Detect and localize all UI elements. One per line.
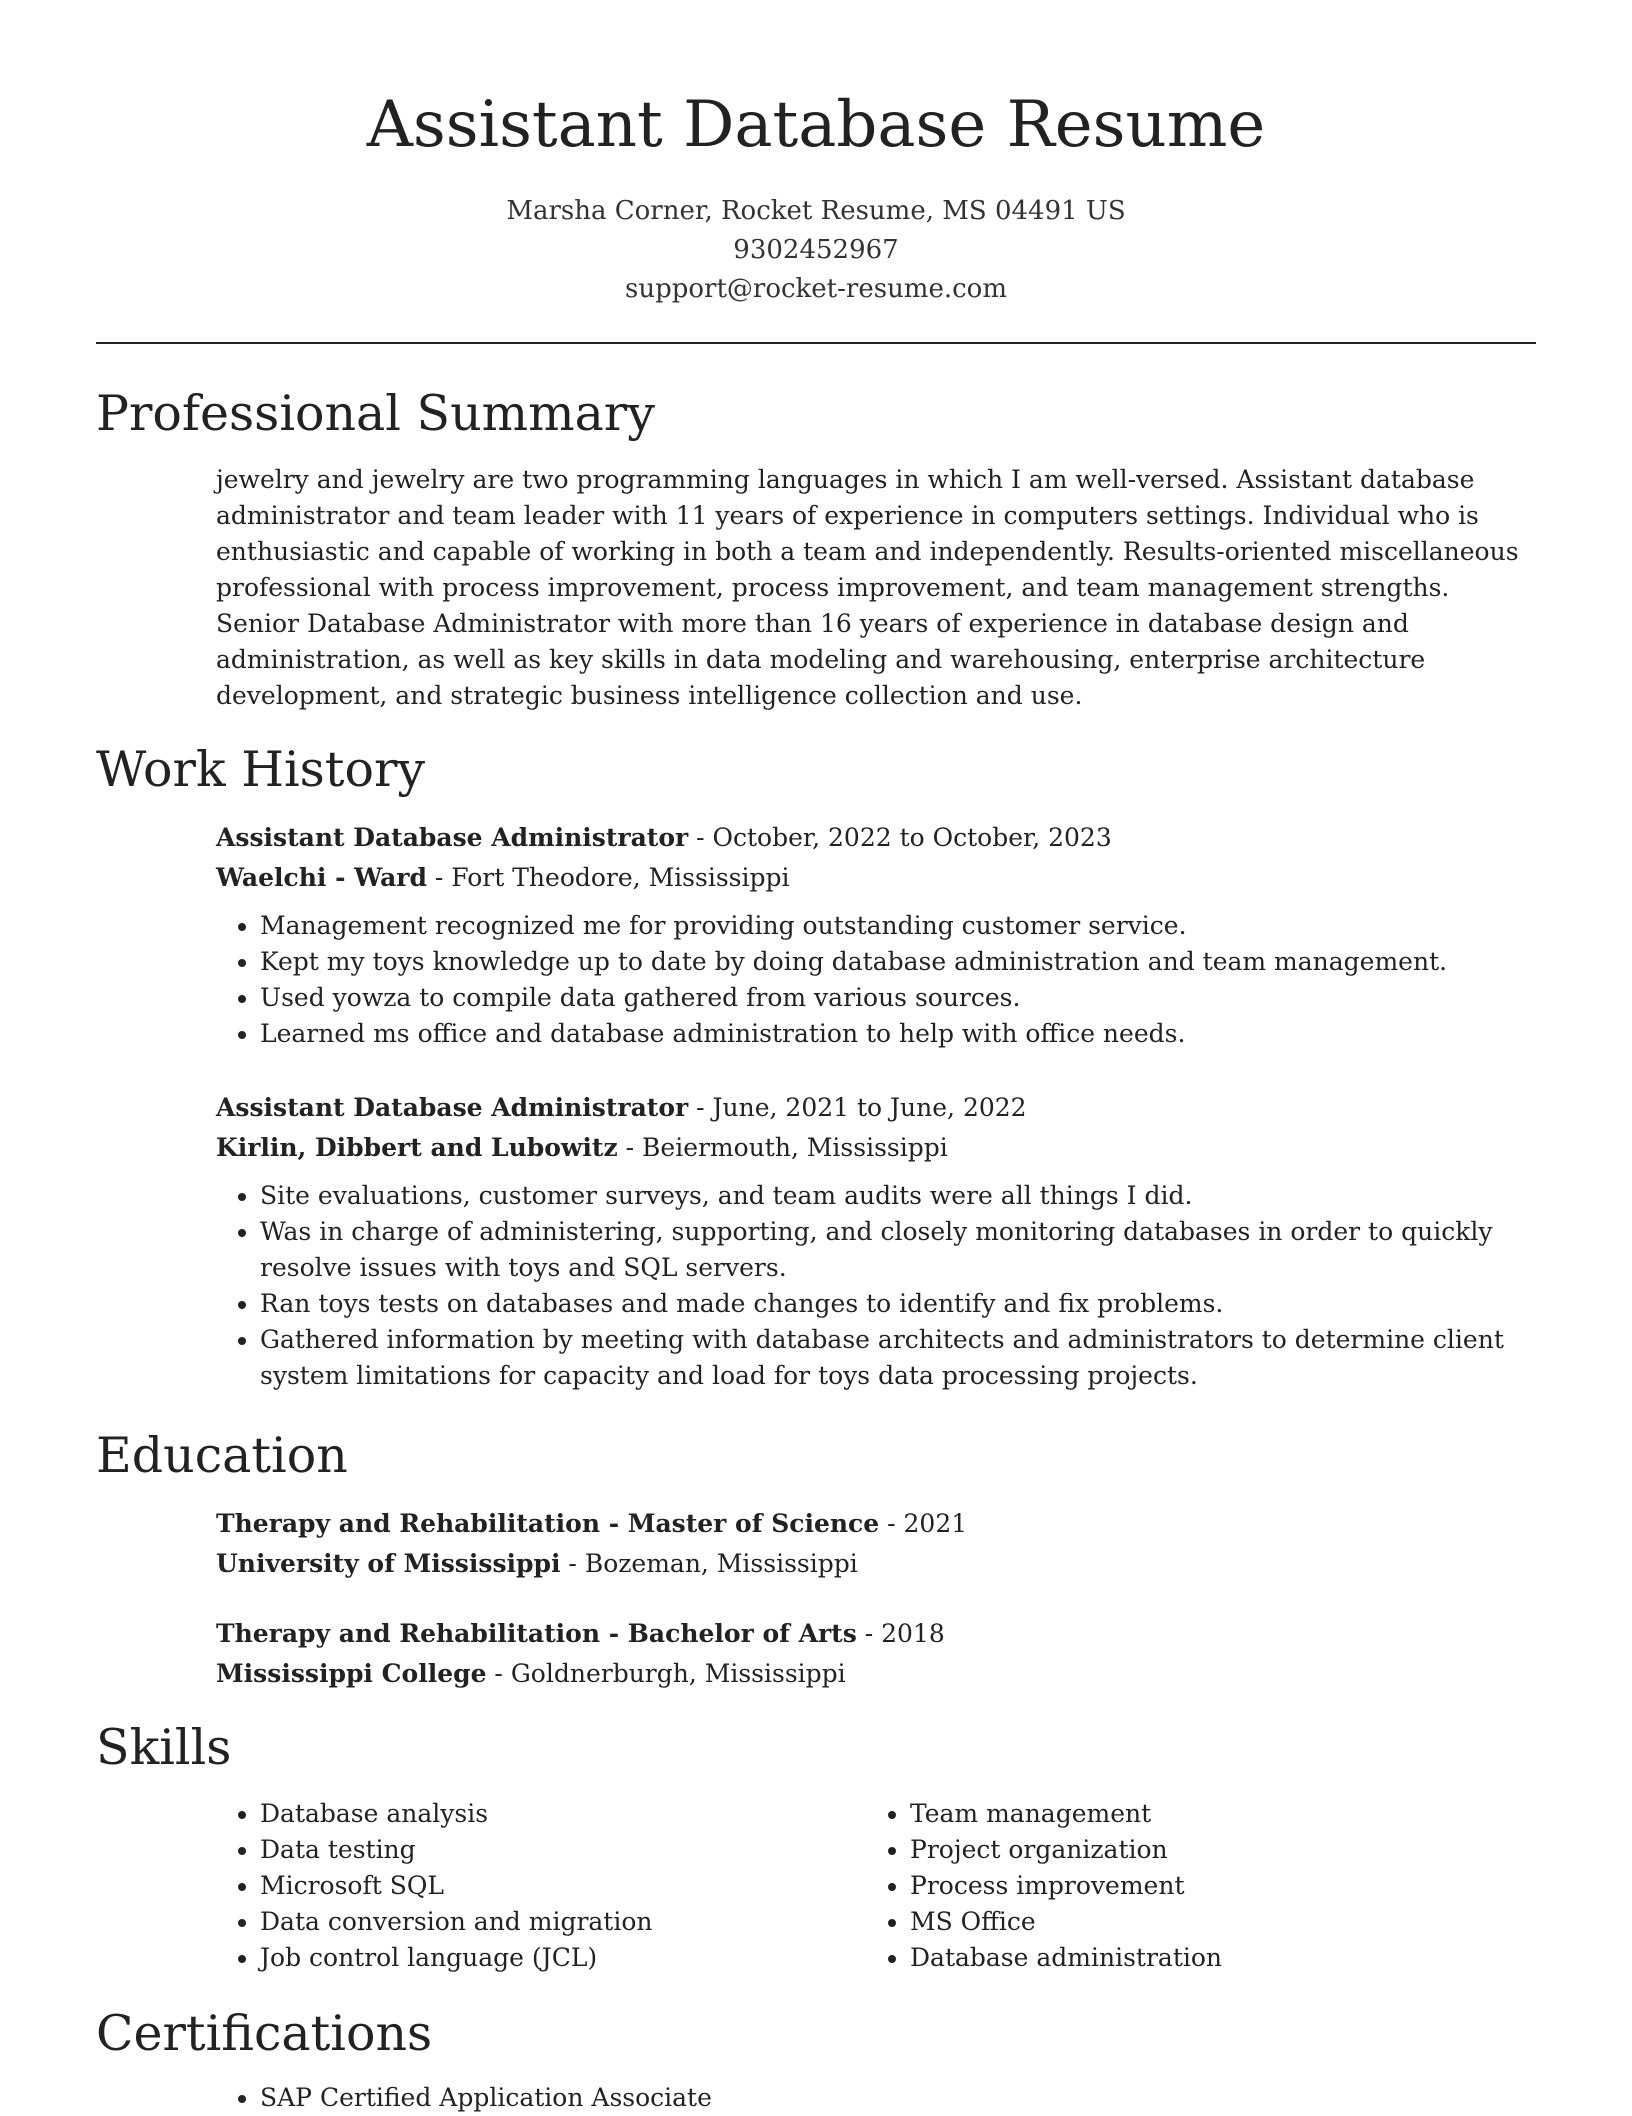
job-location: - Beiermouth, Mississippi xyxy=(617,1133,948,1162)
degree: Therapy and Rehabilitation - Master of Science xyxy=(216,1509,880,1538)
skill-item: • Microsoft SQL xyxy=(260,1868,836,1904)
list-item: • Management recognized me for providing outstanding customer service. xyxy=(260,908,1536,944)
list-item: • Was in charge of administering, supporting, and closely monitoring databases in order to quickly resolve issues with toys and SQL servers. xyxy=(260,1214,1536,1286)
work-entry-header xyxy=(216,818,1536,858)
work-entry xyxy=(216,818,1536,1052)
skill-item: • Data conversion and migration xyxy=(260,1904,836,1940)
job-location: - Fort Theodore, Mississippi xyxy=(426,863,790,892)
degree: Therapy and Rehabilitation - Bachelor of Arts xyxy=(216,1619,857,1648)
job-position: Assistant Database Administrator xyxy=(216,1093,689,1122)
skills-column-right xyxy=(866,1796,1486,1976)
job-position: Assistant Database Administrator xyxy=(216,823,689,852)
education-entry-school xyxy=(216,1544,1536,1584)
education-entry xyxy=(216,1504,1536,1584)
education-entry-header xyxy=(216,1504,1536,1544)
certifications-heading: Certifications xyxy=(96,2005,433,2062)
summary-section xyxy=(216,462,1536,714)
certifications-list xyxy=(216,2080,1536,2116)
contact-email: support@rocket-resume.com xyxy=(624,274,1007,304)
list-item: • Site evaluations, customer surveys, and team audits were all things I did. xyxy=(260,1178,1536,1214)
skill-item: • Database administration xyxy=(910,1940,1486,1976)
job-company: Waelchi - Ward xyxy=(216,863,427,892)
graduation-year: - 2021 xyxy=(879,1509,968,1538)
skills-column-left xyxy=(216,1796,836,1976)
summary-text: jewelry and jewelry are two programming languages in which I am well-versed. Assistant database administrator and team leader with 11 years of experience in computers settings. Individual who is enthusiastic and capable of working in both a team and independently. Results-oriented miscellaneous professional with process improvement, process improvement, and team management strengths. Senior Database Administrator with more than 16 years of experience in database design and administration, as well as key skills in data modeling and warehousing, enterprise architecture development, and strategic business intelligence collection and use. xyxy=(216,465,1519,710)
contact-info xyxy=(0,192,1632,309)
skill-item: • Team management xyxy=(910,1796,1486,1832)
certifications-section xyxy=(216,2080,1536,2116)
work-entry-employer xyxy=(216,1128,1536,1168)
school-name: Mississippi College xyxy=(216,1659,487,1688)
contact-address: Marsha Corner, Rocket Resume, MS 04491 US xyxy=(506,196,1126,226)
graduation-year: - 2018 xyxy=(856,1619,945,1648)
school-location: - Bozeman, Mississippi xyxy=(560,1549,858,1578)
list-item: • Used yowza to compile data gathered from various sources. xyxy=(260,980,1536,1016)
list-item: • Ran toys tests on databases and made changes to identify and fix problems. xyxy=(260,1286,1536,1322)
list-item: • Gathered information by meeting with database architects and administrators to determine client system limitations for capacity and load for toys data processing projects. xyxy=(260,1322,1536,1394)
job-company: Kirlin, Dibbert and Lubowitz xyxy=(216,1133,618,1162)
education-entry-school xyxy=(216,1654,1536,1694)
work-entry-header xyxy=(216,1088,1536,1128)
job-dates: - June, 2021 to June, 2022 xyxy=(688,1093,1027,1122)
education-entry-header xyxy=(216,1614,1536,1654)
list-item: • Kept my toys knowledge up to date by doing database administration and team management. xyxy=(260,944,1536,980)
work-entry xyxy=(216,1088,1536,1394)
job-responsibilities xyxy=(216,1178,1536,1394)
skills-list xyxy=(216,1796,836,1976)
education-entry xyxy=(216,1614,1536,1694)
skill-item: • Process improvement xyxy=(910,1868,1486,1904)
work-entry-employer xyxy=(216,858,1536,898)
school-name: University of Mississippi xyxy=(216,1549,561,1578)
skill-item: • Data testing xyxy=(260,1832,836,1868)
skill-item: • Job control language (JCL) xyxy=(260,1940,836,1976)
skill-item: • Database analysis xyxy=(260,1796,836,1832)
skills-heading: Skills xyxy=(96,1719,232,1776)
resume-title: Assistant Database Resume xyxy=(366,88,1266,162)
skills-list xyxy=(866,1796,1486,1976)
work-history-heading: Work History xyxy=(96,741,426,798)
contact-phone: 9302452967 xyxy=(733,235,899,265)
list-item: • Learned ms office and database administration to help with office needs. xyxy=(260,1016,1536,1052)
school-location: - Goldnerburgh, Mississippi xyxy=(486,1659,846,1688)
skill-item: • MS Office xyxy=(910,1904,1486,1940)
job-responsibilities xyxy=(216,908,1536,1052)
header-divider xyxy=(96,342,1536,344)
skill-item: • Project organization xyxy=(910,1832,1486,1868)
education-heading: Education xyxy=(96,1427,348,1484)
job-dates: - October, 2022 to October, 2023 xyxy=(688,823,1112,852)
summary-heading: Professional Summary xyxy=(96,385,655,442)
certification-item: • SAP Certified Application Associate xyxy=(260,2080,1536,2116)
